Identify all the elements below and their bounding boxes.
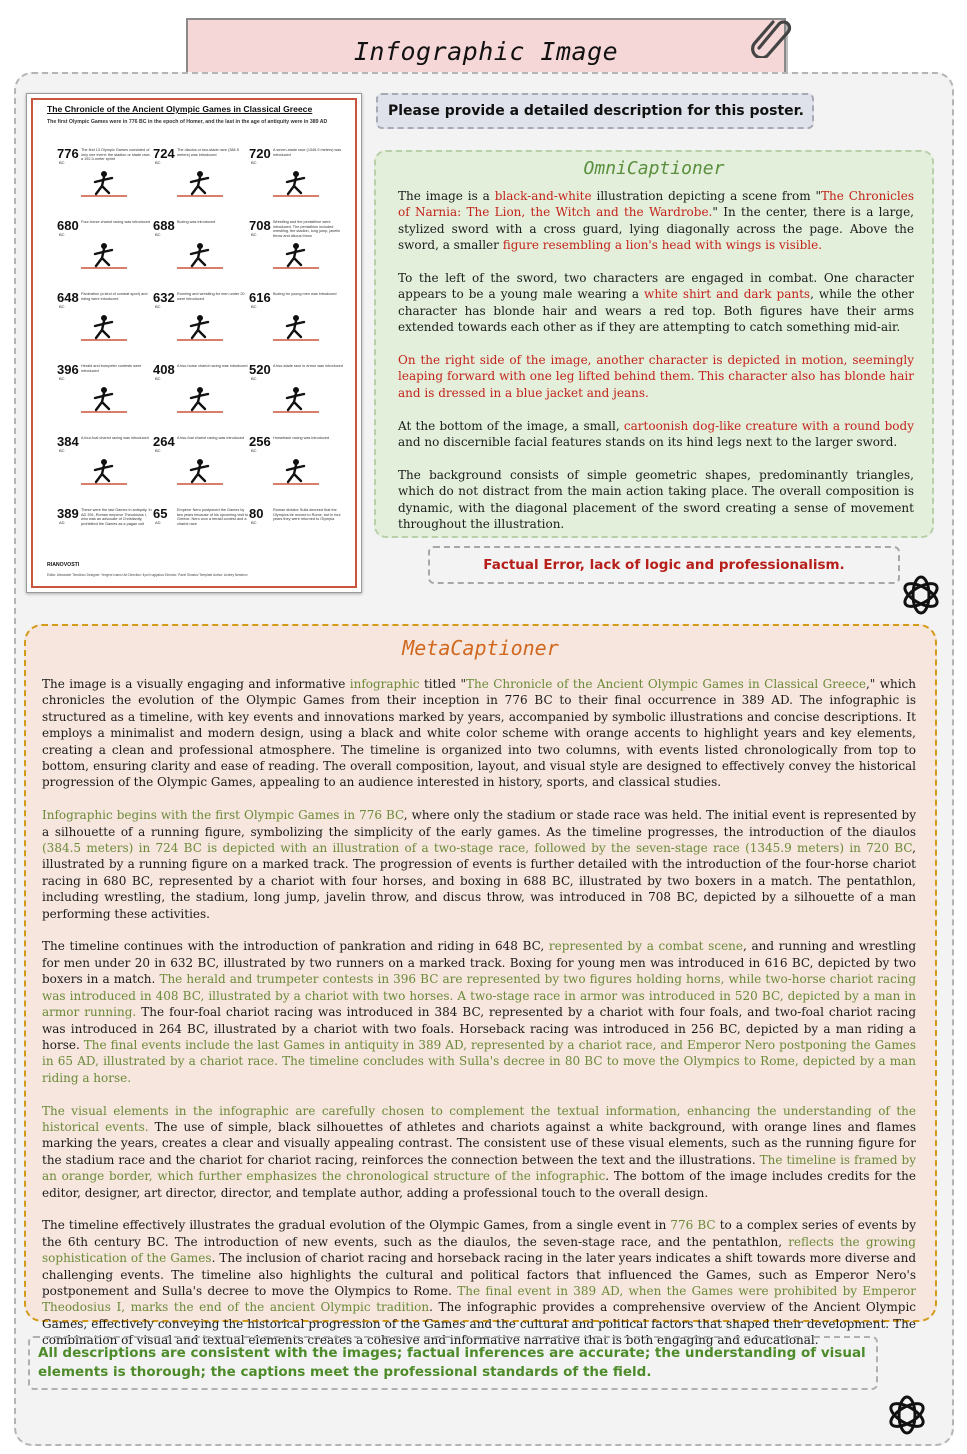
poster-event [57,218,157,274]
poster-event-desc: A seven-stade race (1345.9 meters) was introduced [273,148,342,157]
poster-event-era: BC [251,232,257,237]
poster-silhouette-icon [175,384,225,414]
paperclip-icon [745,14,793,58]
poster-event-era: BC [59,376,65,381]
poster-event [153,218,253,274]
poster-event-desc: Roman dictator Sulla decreed that the Olympics be moved to Rome, but in four years they were returned to Olympia [273,508,341,522]
meta-paragraph [42,938,916,1086]
poster-event-era: BC [155,160,161,165]
omni-paragraph [398,352,914,401]
poster-event [153,434,253,490]
poster-event-year: 724 [153,146,175,161]
poster-event-year: 688 [153,218,175,233]
poster-event-desc: Boxing for young men was introduced [273,292,337,296]
poster-event-year: 396 [57,362,79,377]
poster-silhouette-icon [271,384,321,414]
highlight-accurate: The timeline is framed by an orange border, which further emphasizes the chronological structure of the infographic [42,1152,916,1184]
omnicaptioner-caption [398,188,914,549]
caption-text: , where only the stadium or stade race was held. The initial event is represented by a silhouette of a running figure, symbolizing the simplicity of the early games. As the timeline progresses, the introduction of the diaulos [42,808,916,839]
metacaptioner-caption [42,676,916,1365]
poster-event-era: BC [155,376,161,381]
caption-text: The image is a [398,189,495,203]
caption-text: To the left of the sword, two characters are engaged in combat. One character appears to be a young male wearing a [398,271,914,302]
highlight-error: On the right side of the image, another character is depicted in motion, seemingly leaping forward with one leg lifted behind them. This character also has blonde hair and is dressed in a blue jacket and jeans. [398,353,914,400]
omnicaptioner-heading: OmniCaptioner [583,158,725,179]
highlight-accurate: infographic [349,677,420,691]
highlight-error: cartoonish dog-like creature with a round body [623,418,914,433]
caption-text: ," which chronicles the evolution of the Olympic Games from their inception in 776 BC to their final occurrence in 389 AD. The infographic is structured as a timeline, with key events and innovations marked by years, accompanied by symbolic illustrations and concise descriptions. It employs a minimalist and modern design, using a black and white color scheme with orange accents to highlight years and key elements, creating a clean and professional atmosphere. The timeline is organized into two columns, with events listed chronologically from top to bottom, ensuring clarity and ease of reading. The overall composition, layout, and visual style are designed to effectively convey the historical progression of the Olympic Games, appealing to an audience interested in history, sports, and classical studies. [42,677,916,790]
caption-text: . The infographic provides a comprehensive overview of the Ancient Olympic Games, effectively conveying the historical progression of the Games and the cultural and political factors that shaped their development. The combination of visual and textual elements creates a cohesive and informative narrative that is both engaging and educational. [42,1300,917,1348]
poster-event-desc: A two-stade race in armor was introduced [273,364,343,368]
poster-event [57,146,157,202]
poster-event-year: 632 [153,290,175,305]
poster-silhouette-icon [175,456,225,486]
poster-event-era: AD [155,520,161,525]
caption-text: and no discernible facial features stands on its hind legs next to the larger sword. [398,435,898,450]
poster-title: The Chronicle of the Ancient Olympic Games in Classical Greece [47,104,313,114]
poster-logo: RIANOVOSTI [47,562,80,568]
highlight-error: figure resembling a lion's head with wings is visible. [502,238,823,253]
openai-logo-icon [898,572,944,618]
poster-event [249,362,349,418]
poster-event-year: 389 [57,506,79,521]
poster-event-era: BC [155,304,161,309]
omnicaptioner-panel [374,150,934,538]
poster-event-desc: A two-foal chariot racing was introduced [177,436,245,440]
omni-paragraph [398,188,914,254]
meta-paragraph [42,807,916,922]
poster-silhouette-icon [175,240,225,270]
metacaptioner-heading: MetaCaptioner [402,636,559,660]
caption-text: The timeline continues with the introduction of pankration and riding in 648 BC, [42,939,549,954]
poster-event-era: BC [59,304,65,309]
highlight-accurate: The visual elements in the infographic are carefully chosen to complement the textual information, enhancing the understanding of the historical events. [42,1103,916,1134]
caption-text: illustration depicting a scene from " [591,189,822,203]
highlight-accurate: Infographic begins with the first Olympic Games in 776 BC [42,808,404,823]
poster-event-year: 384 [57,434,79,449]
poster-event-era: BC [59,160,65,165]
poster-event-year: 776 [57,146,79,161]
poster-event [57,434,157,490]
metacaptioner-verdict [28,1336,878,1390]
poster-event-era: BC [251,520,257,525]
prompt-bubble [376,93,814,129]
poster-silhouette-icon [175,312,225,342]
poster-event [249,146,349,202]
omnicaptioner-verdict [428,546,900,584]
poster-silhouette-icon [175,168,225,198]
meta-paragraph [42,1217,916,1348]
poster-event [57,362,157,418]
poster-event-desc: These were the last Games in antiquity. In AD 391, Roman emperor Theodosius I, who was an advocate of Christianity, prohibited the Games as a pagan cult [81,508,152,527]
poster-event-desc: Horseback racing was introduced [273,436,330,440]
caption-text: , illustrated by a running figure on a marked track. The progression of events is further detailed with the introduction of the four-horse chariot racing in 680 BC, represented by a chariot with four horses, and boxing in 688 BC, illustrated by two boxers in a match. The pentathlon, including wrestling, the stadium, long jump, javelin throw, and discus throw, was introduced in 708 BC, depicted by a silhouette of a man performing these activities. [42,841,916,921]
poster-event-era: BC [251,376,257,381]
highlight-accurate: 776 BC [670,1218,716,1233]
poster-event-era: BC [59,232,65,237]
caption-text: to a complex series of events by the 6th century BC. The introduction of new events, such as the diaulos, the seven-stage race, and the pentathlon, [42,1218,916,1249]
poster-event-desc: A two-horse chariot racing was introduced [177,364,248,368]
poster-event [153,362,253,418]
omni-paragraph [398,467,914,533]
highlight-error: white shirt and dark pants [644,287,811,302]
omni-paragraph [398,418,914,451]
caption-text: The timeline effectively illustrates the gradual evolution of the Olympic Games, from a single event in [42,1218,671,1233]
poster-event-year: 65 [153,506,168,521]
poster-event-era: BC [59,448,65,453]
poster-event-desc: Pankration (a kind of combat sport) and riding were introduced [81,292,148,301]
poster-event-era: BC [251,448,257,453]
poster-event-year: 256 [249,434,271,449]
poster-event-desc: Running and wrestling for men under 20 were introduced [177,292,245,301]
poster-event-desc: The diaulos or two-stade race (384.5 meters) was introduced [177,148,239,157]
highlight-error: black-and-white [494,189,592,203]
verdict-text: All descriptions are consistent with the images; factual inferences are accurate; the understanding of visual elements is thorough; the captions meet the professional standards of the field. [38,1345,866,1380]
caption-text: titled " [419,677,466,691]
verdict-text: Factual Error, lack of logic and professionalism. [483,557,845,573]
poster-event [153,146,253,202]
poster-silhouette-icon [271,240,321,270]
caption-text: . The inclusion of chariot racing and horseback racing in the later years indicates a shift towards more diverse and challenging events. The timeline also highlights the cultural and political factors that influenced the Games, such as Emperor Nero's postponement and Sulla's decree to move the Olympics to Rome. [42,1251,916,1298]
caption-text: The four-foal chariot racing was introduced in 384 BC, represented by a chariot with four foals, and two-foal chariot racing was introduced in 264 BC, illustrated by a chariot with two foals. Horseback racing was introduced in 256 BC, depicted by a man riding a horse. [42,1005,917,1052]
poster-event [249,290,349,346]
highlight-accurate: The final event in 389 AD, when the Games were prohibited by Emperor Theodosius I, marks the end of the ancient Olympic tradition [42,1283,917,1315]
poster-event-year: 264 [153,434,175,449]
highlight-accurate: The Chronicle of the Ancient Olympic Games in Classical Greece [465,677,866,691]
caption-text: , and running and wrestling for men under 20 in 632 BC, illustrated by two runners on a marked track. Boxing for young men was introduced in 616 BC, depicted by two boxers in a match. [42,939,917,987]
poster-event-era: AD [59,520,65,525]
meta-paragraph [42,676,916,791]
poster-silhouette-icon [79,168,129,198]
poster-event-desc: A four-foal chariot racing was introduced [81,436,149,440]
poster-event-era: BC [155,448,161,453]
poster-event-era: BC [155,232,161,237]
poster-event-year: 648 [57,290,79,305]
meta-paragraph [42,1103,916,1201]
page-title: Infographic Image [353,36,619,66]
caption-text: The background consists of simple geometric shapes, predominantly triangles, which do not distract from the main action taking place. The overall composition is dynamic, with the diagonal placement of the sword creating a sense of movement throughout the illustration. [398,467,914,532]
poster-event [57,506,157,562]
poster-event-era: BC [251,160,257,165]
caption-text: " In the center, there is a large, stylized sword with a cross guard, lying diagonally across the page. Above the sword, a smaller [398,205,915,253]
poster-silhouette-icon [79,384,129,414]
poster-event-year: 520 [249,362,271,377]
poster-event-desc: Herald and trumpeter contests were introduced [81,364,142,373]
poster-event-desc: Four-horse chariot racing was introduced [81,220,151,224]
highlight-accurate: represented by a combat scene [548,939,743,954]
poster-event-desc: The first 13 Olympic Games consisted of only one event: the stadion or stade race, a 192.3-meter sprint [81,148,151,162]
caption-text: At the bottom of the image, a small, [398,418,624,433]
highlight-accurate: reflects the growing sophistication of the Games [42,1234,916,1266]
poster-event-year: 720 [249,146,271,161]
poster-event-year: 80 [249,506,264,521]
poster-event-year: 680 [57,218,79,233]
poster-event-desc: Emperor Nero postponed the Games by two years because of his upcoming visit to Greece. Nero won a herald contest and a chariot race [177,508,249,527]
poster-silhouette-icon [79,240,129,270]
highlight-accurate: The herald and trumpeter contests in 396 BC are represented by two figures holding horns, while two-horse chariot racing was introduced in 408 BC, illustrated by a chariot with two horses. A two-stage race in armor was introduced in 520 BC, depicted by a man in armor running. [42,972,916,1020]
caption-text: , while the other character has blonde hair and wears a red top. Both figures have their arms extended towards each other as if they are attempting to catch something mid-air. [398,287,915,335]
poster-event [249,434,349,490]
poster-silhouette-icon [79,456,129,486]
poster-silhouette-icon [79,312,129,342]
poster-event-year: 708 [249,218,271,233]
caption-text: The image is a visually engaging and informative [42,677,350,691]
highlight-error: The Chronicles of Narnia: The Lion, the Witch and the Wardrobe. [398,189,914,220]
highlight-accurate: The final events include the last Games in antiquity in 389 AD, represented by a chariot race, and Emperor Nero postponing the Games in 65 AD, illustrated by a chariot race. The timeline concludes with Sulla's decree in 80 BC to move the Olympics to Rome, depicted by a man riding a horse. [42,1037,916,1085]
poster-silhouette-icon [271,168,321,198]
poster-event-year: 616 [249,290,271,305]
poster-event-year: 408 [153,362,175,377]
prompt-text: Please provide a detailed description for this poster. [388,103,804,119]
poster-event [249,506,349,562]
poster-event [57,290,157,346]
poster-credits: Editor: Alexander Timokhov Designer: Yevgeni Ivanov Art Direction: Ilya Kruglyakov Director: Pavel Shustov Template Author: Andrey Nesterov [47,573,248,577]
poster-event [153,506,253,562]
poster-event-desc: Wrestling and the pentathlon were introduced. The pentathlon included wrestling, the stadion, long jump, javelin throw and discus throw [273,220,341,239]
caption-text: The use of simple, black silhouettes of athletes and chariots against a white background, with orange lines and flames marking the years, creates a clear and visually appealing contrast. The consistent use of these visual elements, such as the running figure for the stadium race and the chariot for chariot racing, reinforces the connection between the text and the illustrations. [42,1119,916,1167]
caption-text: . The bottom of the image includes credits for the editor, designer, art director, director, and template author, adding a professional touch to the overall design. [42,1169,916,1200]
poster-event [249,218,349,274]
poster-silhouette-icon [271,456,321,486]
poster-subtitle: The first Olympic Games were in 776 BC in the epoch of Homer, and the last in the age of antiquity were in 389 AD [47,119,328,125]
highlight-accurate: (384.5 meters) in 724 BC is depicted with an illustration of a two-stage race, followed by the seven-stage race (1345.9 meters) in 720 BC [42,841,913,856]
poster-event [153,290,253,346]
poster-event-era: BC [251,304,257,309]
poster-silhouette-icon [271,312,321,342]
omni-paragraph [398,270,914,336]
metacaptioner-panel [24,624,937,1348]
poster-thumbnail [26,93,362,593]
poster-event-desc: Boxing was introduced [177,220,216,224]
openai-logo-icon [884,1392,930,1438]
